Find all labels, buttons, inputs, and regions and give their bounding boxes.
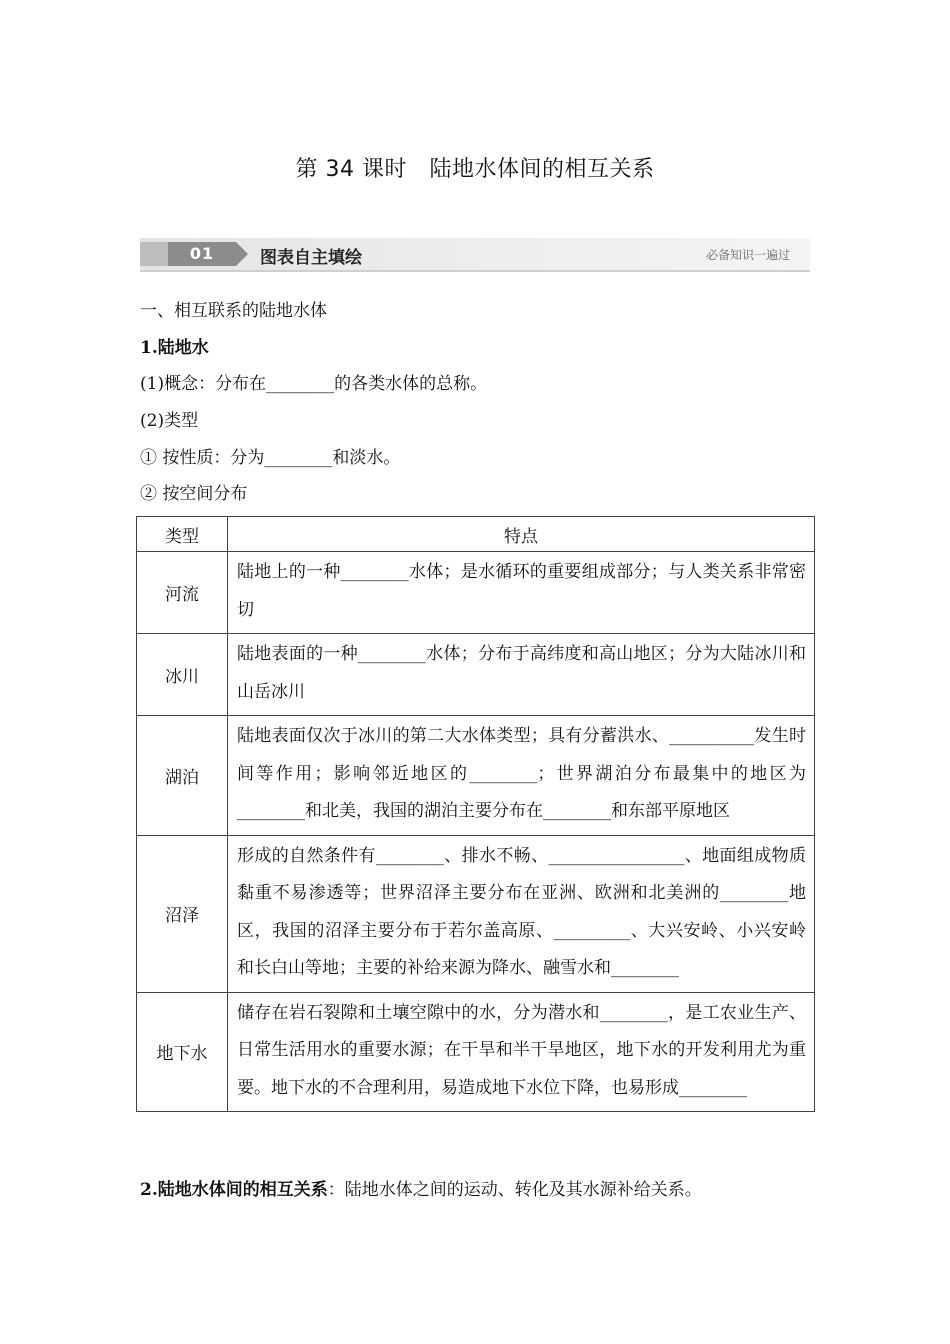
- type-cell: 地下水: [137, 992, 228, 1112]
- section-heading: 图表自主填绘: [260, 248, 362, 268]
- table-row: [137, 634, 815, 716]
- page-title: 第 34 课时 陆地水体间的相互关系: [295, 157, 655, 182]
- type-cell: 河流: [137, 552, 228, 634]
- types-label: (2)类型: [140, 411, 199, 431]
- type-cell: 湖泊: [137, 716, 228, 836]
- water-types-table: [136, 516, 815, 1112]
- table-row: [137, 835, 815, 992]
- banner-stripe: [140, 242, 168, 266]
- table-header-row: [137, 517, 815, 552]
- table-row: [137, 992, 815, 1112]
- section-banner: [140, 238, 810, 272]
- header-features: 特点: [228, 517, 815, 552]
- item-two-line: [140, 1178, 702, 1202]
- header-type: 类型: [137, 517, 228, 552]
- part-one-heading: 一、相互联系的陆地水体: [140, 301, 327, 321]
- features-cell: 储存在岩石裂隙和土壤空隙中的水，分为潜水和________，是工农业生产、日常生活用水的重要水源；在干旱和半干旱地区，地下水的开发利用尤为重要。地下水的不合理利用，易造成地下水位下降，也易形成________: [228, 992, 815, 1112]
- by-nature-line: ① 按性质：分为________和淡水。: [140, 448, 401, 468]
- type-cell: 冰川: [137, 634, 228, 716]
- section-tagline: 必备知识一遍过: [705, 248, 790, 262]
- section-number: 01: [168, 242, 236, 266]
- item-two-text: ：陆地水体之间的运动、转化及其水源补给关系。: [327, 1180, 702, 1200]
- features-cell: 陆地表面仅次于冰川的第二大水体类型；具有分蓄洪水、__________发生时间等作用；影响邻近地区的________；世界湖泊分布最集中的地区为________和北美，我国的湖泊主要分布在________和东部平原地区: [228, 716, 815, 836]
- type-cell: 沼泽: [137, 835, 228, 992]
- item-two-title: 2.陆地水体间的相互关系: [140, 1180, 328, 1200]
- item-one-title: 1.陆地水: [140, 338, 209, 358]
- table-row: [137, 552, 815, 634]
- by-space-line: ② 按空间分布: [140, 484, 248, 504]
- table-row: [137, 716, 815, 836]
- features-cell: 形成的自然条件有________、排水不畅、________________、地面组成物质黏重不易渗透等；世界沼泽主要分布在亚洲、欧洲和北美洲的________地区，我国的沼泽主要分布于若尔盖高原、_________、大兴安岭、小兴安岭和长白山等地；主要的补给来源为降水、融雪水和________: [228, 835, 815, 992]
- features-cell: 陆地上的一种________水体；是水循环的重要组成部分；与人类关系非常密切: [228, 552, 815, 634]
- features-cell: 陆地表面的一种________水体；分布于高纬度和高山地区；分为大陆冰川和山岳冰川: [228, 634, 815, 716]
- concept-line: (1)概念：分布在________的各类水体的总称。: [140, 374, 488, 394]
